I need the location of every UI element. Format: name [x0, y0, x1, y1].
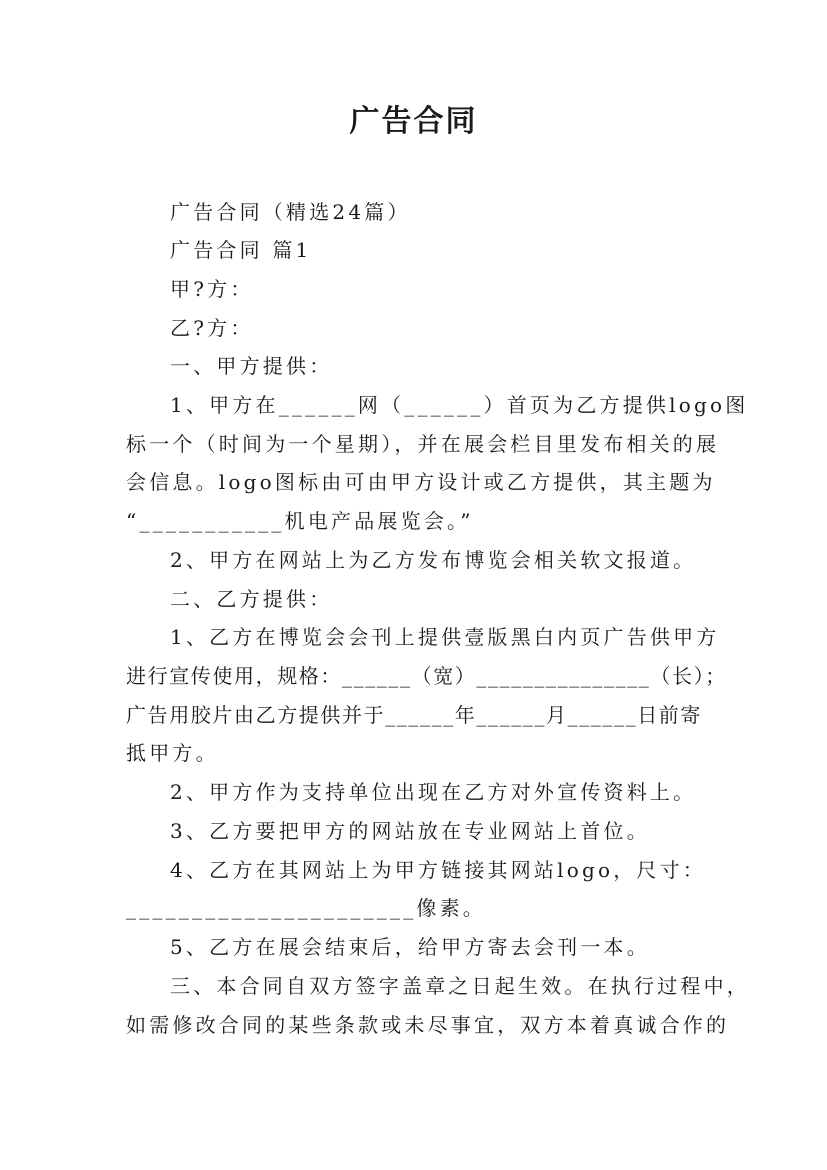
paragraph-line: 4、乙方在其网站上为甲方链接其网站logo，尺寸： [170, 858, 707, 882]
paragraph-line: 如需修改合同的某些条款或未尽事宜，双方本着真诚合作的 [126, 1013, 730, 1037]
paragraph-line: 标一个（时间为一个星期），并在展会栏目里发布相关的展 [126, 432, 720, 456]
clause-heading-2: 二、乙方提供： [170, 587, 333, 611]
clause-heading-3: 三、本合同自双方签字盖章之日起生效。在执行过程中， [170, 974, 750, 998]
paragraph-line: 1、乙方在博览会会刊上提供壹版黑白内页广告供甲方 [170, 625, 720, 649]
clause-heading-1: 一、甲方提供： [170, 354, 333, 378]
paragraph-line: 抵甲方。 [126, 741, 219, 765]
party-b-line: 乙?方： [170, 316, 254, 340]
document-title: 广告合同 [349, 104, 478, 139]
paragraph-line: 3、乙方要把甲方的网站放在专业网站上首位。 [170, 819, 650, 843]
paragraph-line: 5、乙方在展会结束后，给甲方寄去会刊一本。 [170, 935, 650, 959]
party-a-line: 甲?方： [170, 277, 254, 301]
paragraph-line: 2、甲方在网站上为乙方发布博览会相关软文报道。 [170, 548, 697, 572]
paragraph-line: ______________________像素。 [126, 896, 486, 920]
doc-subtitle: 广告合同（精选24篇） [170, 200, 411, 224]
doc-section-heading: 广告合同 篇1 [170, 238, 312, 262]
paragraph-line: 进行宣传使用，规格：______（宽）_______________（长）； [126, 664, 727, 688]
paragraph-line: 会信息。logo图标由可由甲方设计或乙方提供，其主题为 [126, 470, 716, 494]
paragraph-line: 1、甲方在______网（______）首页为乙方提供logo图 [170, 393, 749, 417]
paragraph-line: 2、甲方作为支持单位出现在乙方对外宣传资料上。 [170, 780, 697, 804]
paragraph-line: 广告用胶片由乙方提供并于______年______月______日前寄 [126, 703, 702, 727]
paragraph-line: “___________机电产品展览会。” [126, 509, 474, 533]
